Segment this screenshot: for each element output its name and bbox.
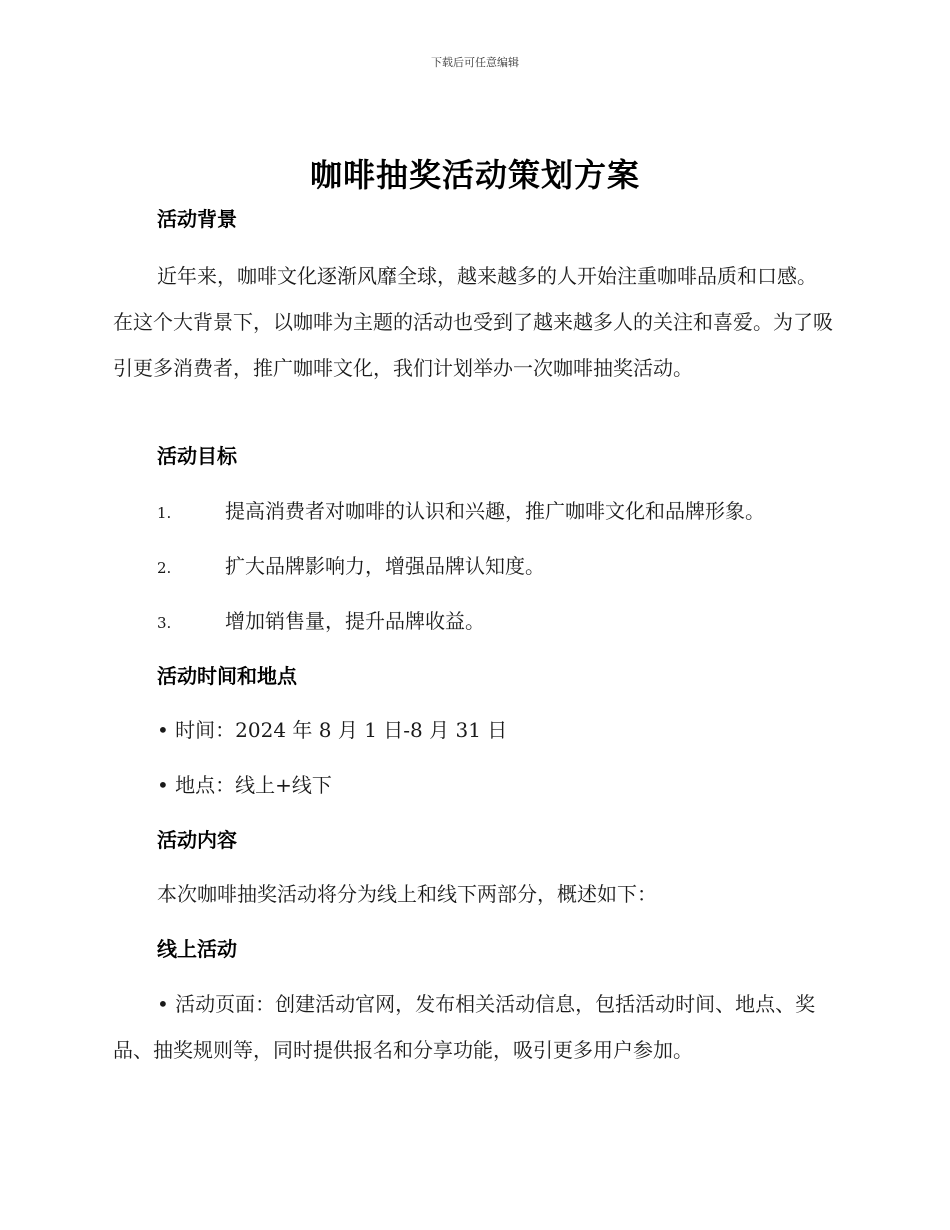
list-text: 增加销售量，提升品牌收益。 xyxy=(225,609,485,633)
header-note: 下载后可任意编辑 xyxy=(431,56,519,69)
place-line: • 地点：线上+线下 xyxy=(157,773,332,797)
section-heading-online: 线上活动 xyxy=(157,937,237,961)
content-intro: 本次咖啡抽奖活动将分为线上和线下两部分，概述如下： xyxy=(157,882,657,906)
list-number: 3. xyxy=(157,614,172,632)
section-heading-content: 活动内容 xyxy=(157,828,237,852)
list-number: 1. xyxy=(157,504,172,522)
document-title: 咖啡抽奖活动策划方案 xyxy=(309,156,640,194)
goal-list-item xyxy=(157,497,765,527)
list-text: 提高消费者对咖啡的认识和兴趣，推广咖啡文化和品牌形象。 xyxy=(225,499,765,523)
goal-list-item xyxy=(157,607,485,637)
time-line: • 时间：2024 年 8 月 1 日-8 月 31 日 xyxy=(157,718,508,742)
section-heading-goals: 活动目标 xyxy=(157,444,237,468)
section-heading-background: 活动背景 xyxy=(157,207,237,231)
online-paragraph: • 活动页面：创建活动官网，发布相关活动信息，包括活动时间、地点、奖品、抽奖规则等，同时提供报名和分享功能，吸引更多用户参加。 xyxy=(113,992,816,1062)
list-number: 2. xyxy=(157,559,172,577)
goal-list-item xyxy=(157,552,545,582)
background-paragraph: 近年来，咖啡文化逐渐风靡全球，越来越多的人开始注重咖啡品质和口感。在这个大背景下，以咖啡为主题的活动也受到了越来越多人的关注和喜爱。为了吸引更多消费者，推广咖啡文化，我们计划举办一次咖啡抽奖活动。 xyxy=(113,264,833,380)
section-heading-time-place: 活动时间和地点 xyxy=(157,664,297,688)
list-text: 扩大品牌影响力，增强品牌认知度。 xyxy=(225,554,545,578)
